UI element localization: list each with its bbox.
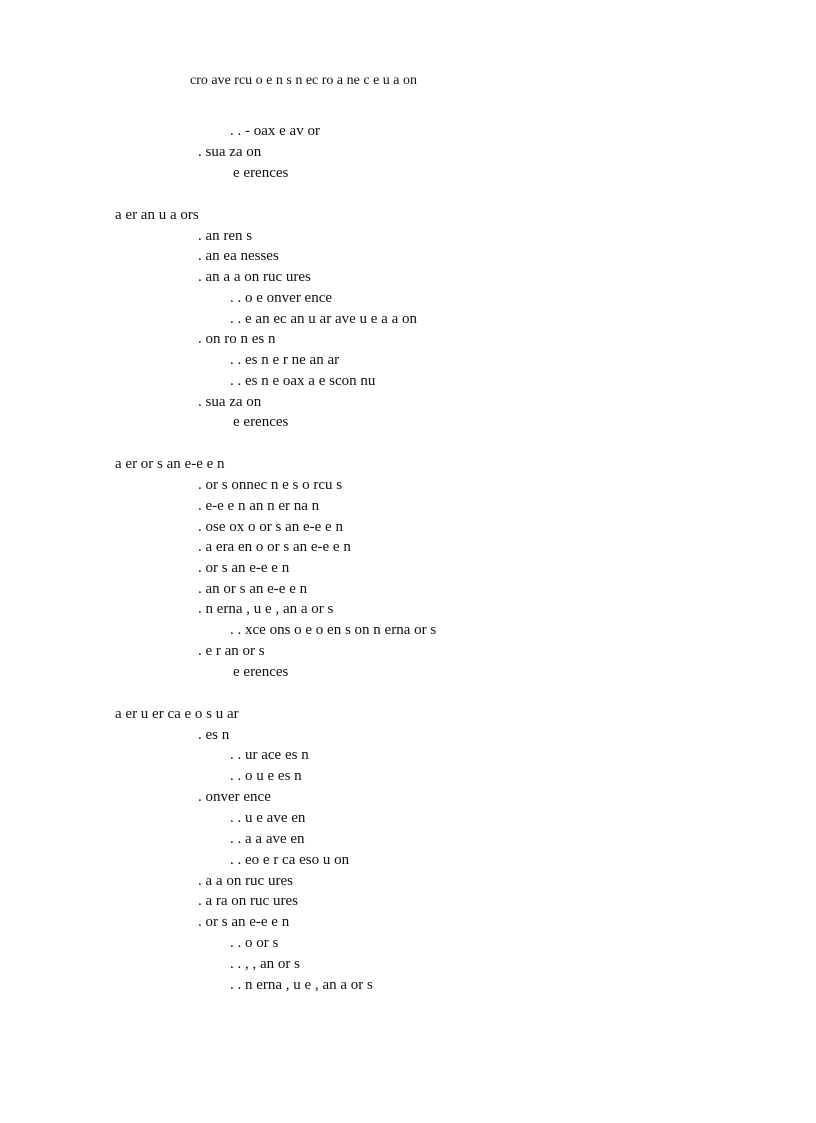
section-1-item-9: . sua za on bbox=[198, 394, 262, 410]
section-3-item-4: . onver ence bbox=[198, 789, 271, 805]
intro-item-3: e erences bbox=[233, 165, 289, 181]
section-1-item-2: . an ea nesses bbox=[198, 248, 279, 264]
section-2-item-1: . or s onnec n e s o rcu s bbox=[198, 477, 343, 493]
section-1-item-1: . an ren s bbox=[198, 228, 253, 244]
section-3-item-11: . . o or s bbox=[230, 935, 279, 951]
section-1-heading: a er an u a ors bbox=[115, 207, 199, 223]
section-3-item-5: . . u e ave en bbox=[230, 810, 306, 826]
section-1-item-4: . . o e onver ence bbox=[230, 290, 333, 306]
section-2-item-4: . a era en o or s an e-e e n bbox=[198, 539, 351, 555]
section-3-item-7: . . eo e r ca eso u on bbox=[230, 852, 350, 868]
section-1-item-8: . . es n e oax a e scon nu bbox=[230, 373, 376, 389]
section-1-item-3: . an a a on ruc ures bbox=[198, 269, 311, 285]
intro-item-1: . . - oax e av or bbox=[230, 123, 320, 139]
section-1-item-5: . . e an ec an u ar ave u e a a on bbox=[230, 311, 417, 327]
section-1-item-10: e erences bbox=[233, 414, 289, 430]
section-1-item-6: . on ro n es n bbox=[198, 331, 276, 347]
section-3-heading: a er u er ca e o s u ar bbox=[115, 706, 239, 722]
document-header: cro ave rcu o e n s n ec ro a ne c e u a on bbox=[190, 73, 418, 88]
section-3-item-2: . . ur ace es n bbox=[230, 747, 309, 763]
section-3-item-13: . . n erna , u e , an a or s bbox=[230, 977, 373, 993]
section-2-item-7: . n erna , u e , an a or s bbox=[198, 601, 334, 617]
section-2-item-8: . . xce ons o e o en s on n erna or s bbox=[230, 622, 437, 638]
section-2-item-3: . ose ox o or s an e-e e n bbox=[198, 519, 343, 535]
section-2-item-6: . an or s an e-e e n bbox=[198, 581, 308, 597]
section-3-item-10: . or s an e-e e n bbox=[198, 914, 290, 930]
section-3-item-1: . es n bbox=[198, 727, 230, 743]
intro-item-2: . sua za on bbox=[198, 144, 262, 160]
section-2-item-9: . e r an or s bbox=[198, 643, 265, 659]
section-3-item-8: . a a on ruc ures bbox=[198, 873, 293, 889]
section-3-item-12: . . , , an or s bbox=[230, 956, 300, 972]
section-2-item-5: . or s an e-e e n bbox=[198, 560, 290, 576]
section-3-item-3: . . o u e es n bbox=[230, 768, 302, 784]
section-3-item-9: . a ra on ruc ures bbox=[198, 893, 298, 909]
section-1-item-7: . . es n e r ne an ar bbox=[230, 352, 340, 368]
section-2-item-10: e erences bbox=[233, 664, 289, 680]
section-3-item-6: . . a a ave en bbox=[230, 831, 305, 847]
section-2-item-2: . e-e e n an n er na n bbox=[198, 498, 320, 514]
section-2-heading: a er or s an e-e e n bbox=[115, 456, 225, 472]
